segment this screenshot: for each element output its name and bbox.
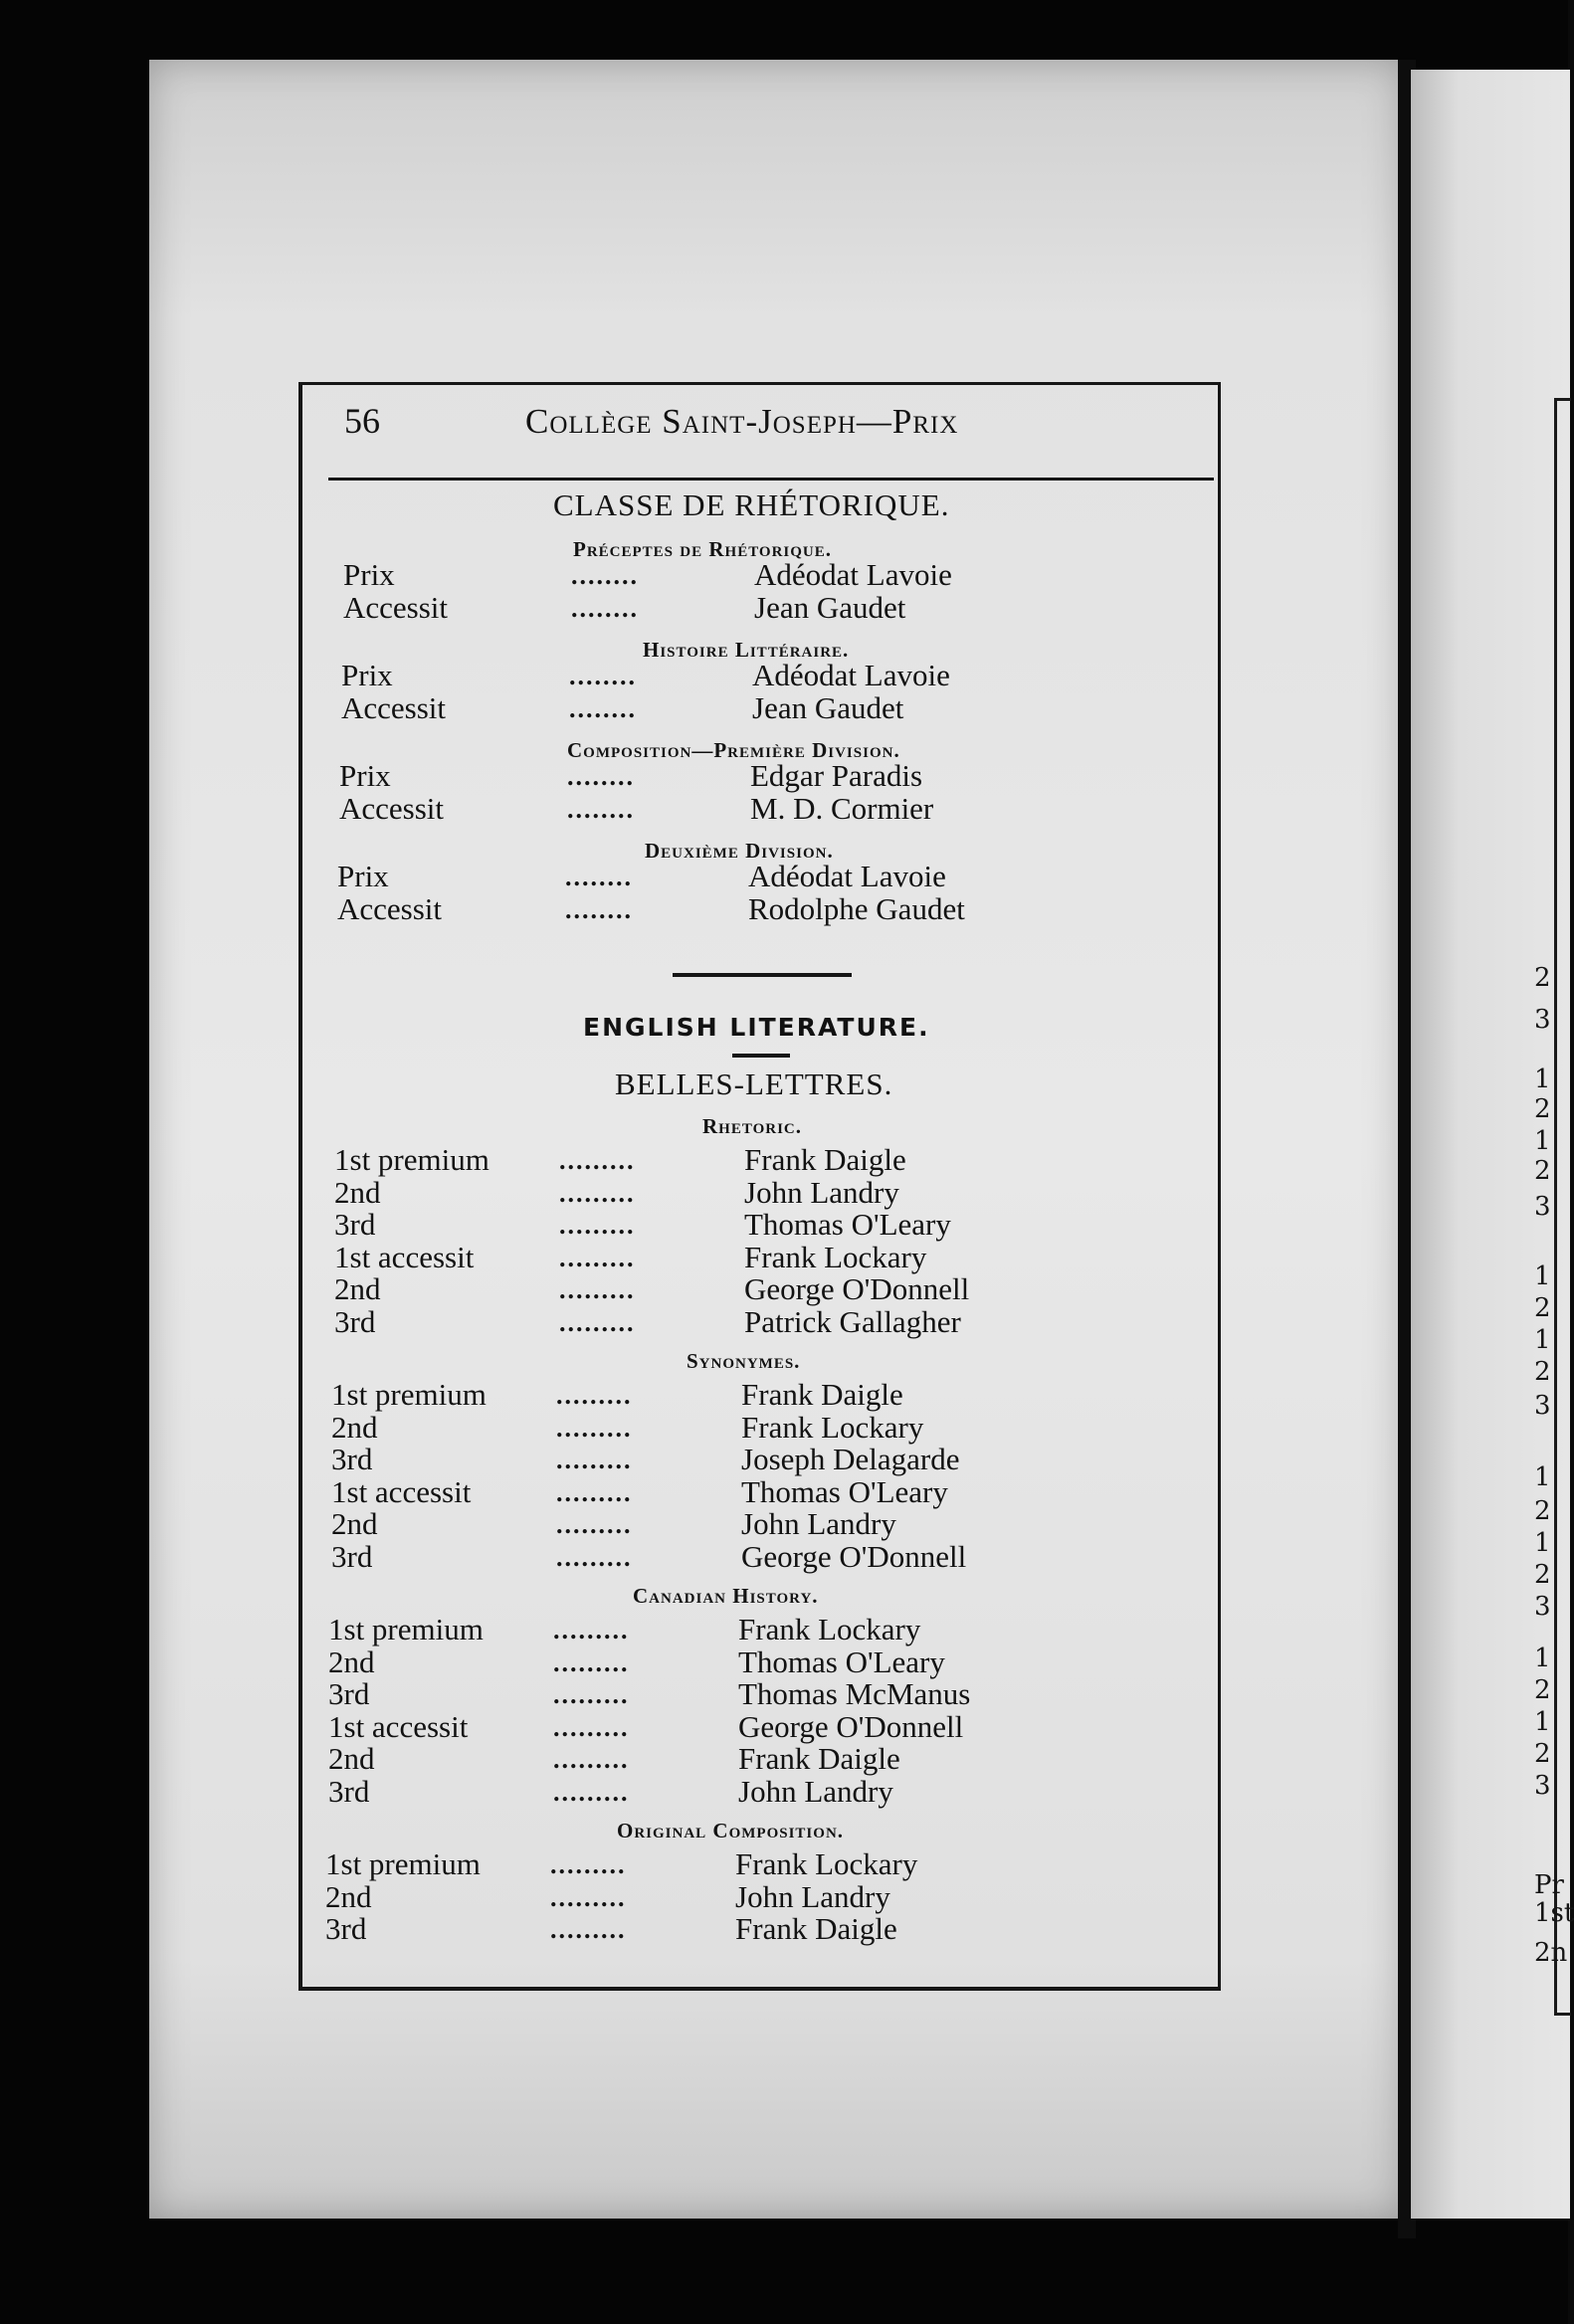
section-divider — [673, 973, 852, 977]
prize-rank: 1st premium — [334, 1142, 490, 1177]
running-head: Collège Saint-Joseph—Prix — [525, 402, 959, 441]
prize-rank: 3rd — [328, 1774, 370, 1809]
section-title: CLASSE DE RHÉTORIQUE. — [553, 487, 950, 522]
leader-dots: ......... — [556, 1478, 633, 1507]
prize-rank: Prix — [341, 658, 393, 692]
prize-rank: 3rd — [334, 1304, 376, 1339]
leader-dots: ........ — [565, 863, 633, 891]
facing-page-text: 2 — [1534, 1496, 1551, 1526]
recipient-name: George O'Donnell — [738, 1709, 964, 1744]
prize-rank: 2nd — [334, 1175, 381, 1210]
facing-page-text: 1 — [1534, 1261, 1551, 1291]
title-underline — [732, 1054, 790, 1058]
prize-rank: Prix — [343, 557, 395, 592]
prize-rank: 2nd — [334, 1271, 381, 1306]
subject-heading: Histoire Littéraire. — [643, 638, 850, 662]
facing-page-frame — [1554, 398, 1571, 2016]
facing-page-text: 3 — [1534, 1771, 1551, 1801]
prize-rank: Accessit — [339, 791, 445, 826]
leader-dots: ......... — [550, 1883, 627, 1912]
recipient-name: George O'Donnell — [741, 1539, 967, 1574]
prize-rank: 1st accessit — [334, 1240, 475, 1274]
facing-page-text: 1 — [1534, 1644, 1551, 1673]
prize-rank: Accessit — [343, 590, 449, 625]
prize-rank: 1st premium — [325, 1846, 481, 1881]
recipient-name: John Landry — [741, 1506, 896, 1541]
leader-dots: ......... — [553, 1680, 630, 1709]
subject-heading: Composition—Première Division. — [567, 738, 900, 762]
leader-dots: ......... — [556, 1543, 633, 1572]
leader-dots: ........ — [569, 662, 637, 690]
subject-heading: Rhetoric. — [702, 1114, 802, 1138]
prize-rank: 3rd — [331, 1442, 373, 1476]
facing-page-text: 2 — [1534, 1739, 1551, 1769]
leader-dots: ......... — [553, 1616, 630, 1645]
leader-dots: ......... — [556, 1510, 633, 1539]
prize-rank: 3rd — [331, 1539, 373, 1574]
facing-page-text: 1 — [1534, 1065, 1551, 1094]
recipient-name: Joseph Delagarde — [741, 1442, 960, 1476]
facing-page-text: 2 — [1534, 1293, 1551, 1323]
prize-rank: 1st accessit — [328, 1709, 469, 1744]
leader-dots: ........ — [571, 561, 639, 590]
recipient-name: M. D. Cormier — [750, 791, 934, 826]
facing-page-text: 1 — [1534, 1707, 1551, 1737]
prize-rank: Accessit — [337, 891, 443, 926]
recipient-name: Thomas O'Leary — [738, 1645, 945, 1679]
recipient-name: George O'Donnell — [744, 1271, 970, 1306]
subject-heading: Préceptes de Rhétorique. — [573, 537, 833, 561]
recipient-name: Rodolphe Gaudet — [748, 891, 965, 926]
subject-heading: Canadian History. — [633, 1584, 819, 1608]
recipient-name: Frank Daigle — [738, 1741, 900, 1776]
prize-rank: Accessit — [341, 690, 447, 725]
facing-page-text: 2 — [1534, 963, 1551, 993]
subject-heading: Original Composition. — [617, 1819, 845, 1842]
leader-dots: ......... — [556, 1381, 633, 1410]
recipient-name: Thomas O'Leary — [744, 1207, 951, 1242]
facing-page-text: Pr — [1534, 1870, 1564, 1900]
leader-dots: ......... — [553, 1745, 630, 1774]
subject-heading: Deuxième Division. — [645, 839, 834, 863]
prize-rank: 2nd — [331, 1506, 378, 1541]
prize-rank: 2nd — [328, 1741, 375, 1776]
prize-rank: 1st accessit — [331, 1474, 472, 1509]
recipient-name: Thomas McManus — [738, 1676, 971, 1711]
leader-dots: ......... — [559, 1275, 636, 1304]
leader-dots: ......... — [553, 1648, 630, 1677]
facing-page-text: 2n — [1534, 1938, 1568, 1968]
recipient-name: Frank Lockary — [735, 1846, 918, 1881]
prize-rank: 3rd — [334, 1207, 376, 1242]
recipient-name: Adéodat Lavoie — [754, 557, 952, 592]
prize-rank: 3rd — [328, 1676, 370, 1711]
leader-dots: ......... — [556, 1414, 633, 1443]
leader-dots: ........ — [569, 694, 637, 723]
facing-page-text: 3 — [1534, 1391, 1551, 1421]
recipient-name: Patrick Gallagher — [744, 1304, 961, 1339]
leader-dots: ......... — [559, 1146, 636, 1175]
recipient-name: Frank Daigle — [741, 1377, 903, 1412]
recipient-name: Frank Lockary — [738, 1612, 921, 1646]
facing-page-text: 2 — [1534, 1156, 1551, 1186]
facing-page-text: 1 — [1534, 1126, 1551, 1156]
leader-dots: ......... — [556, 1446, 633, 1474]
recipient-name: Frank Lockary — [741, 1410, 924, 1445]
leader-dots: ......... — [553, 1778, 630, 1807]
facing-page-text: 1 — [1534, 1462, 1551, 1492]
prize-rank: Prix — [339, 758, 391, 793]
prize-rank: 1st premium — [328, 1612, 484, 1646]
facing-page-text: 1 — [1534, 1528, 1551, 1558]
section-title: ENGLISH LITERATURE. — [583, 1013, 930, 1042]
facing-page-text: 1 — [1534, 1325, 1551, 1355]
leader-dots: ......... — [559, 1244, 636, 1272]
section-subtitle: BELLES-LETTRES. — [615, 1066, 893, 1101]
facing-page-text: 2 — [1534, 1675, 1551, 1705]
recipient-name: Adéodat Lavoie — [752, 658, 950, 692]
recipient-name: John Landry — [738, 1774, 893, 1809]
facing-page-text: 2 — [1534, 1094, 1551, 1124]
leader-dots: ........ — [567, 762, 635, 791]
prize-rank: 2nd — [331, 1410, 378, 1445]
recipient-name: Frank Daigle — [744, 1142, 906, 1177]
facing-page-text: 3 — [1534, 1005, 1551, 1035]
leader-dots: ......... — [550, 1915, 627, 1944]
recipient-name: Edgar Paradis — [750, 758, 923, 793]
recipient-name: Frank Daigle — [735, 1911, 897, 1946]
leader-dots: ......... — [559, 1179, 636, 1208]
leader-dots: ......... — [550, 1850, 627, 1879]
subject-heading: Synonymes. — [687, 1349, 801, 1373]
recipient-name: John Landry — [735, 1879, 890, 1914]
leader-dots: ........ — [567, 795, 635, 824]
facing-page-text: 2 — [1534, 1357, 1551, 1387]
prize-rank: Prix — [337, 859, 389, 893]
facing-page-text: 1st — [1534, 1898, 1574, 1928]
recipient-name: Thomas O'Leary — [741, 1474, 948, 1509]
header-rule — [328, 478, 1214, 481]
recipient-name: Jean Gaudet — [752, 690, 904, 725]
facing-page-text: 3 — [1534, 1192, 1551, 1222]
facing-page-text: 2 — [1534, 1560, 1551, 1590]
recipient-name: Frank Lockary — [744, 1240, 927, 1274]
facing-page-text: 3 — [1534, 1592, 1551, 1622]
recipient-name: John Landry — [744, 1175, 899, 1210]
leader-dots: ........ — [571, 594, 639, 623]
recipient-name: Adéodat Lavoie — [748, 859, 946, 893]
prize-rank: 3rd — [325, 1911, 367, 1946]
leader-dots: ......... — [553, 1713, 630, 1742]
prize-rank: 2nd — [328, 1645, 375, 1679]
prize-rank: 1st premium — [331, 1377, 487, 1412]
page-number: 56 — [344, 401, 380, 441]
leader-dots: ........ — [565, 895, 633, 924]
leader-dots: ......... — [559, 1308, 636, 1337]
leader-dots: ......... — [559, 1211, 636, 1240]
prize-rank: 2nd — [325, 1879, 372, 1914]
recipient-name: Jean Gaudet — [754, 590, 906, 625]
